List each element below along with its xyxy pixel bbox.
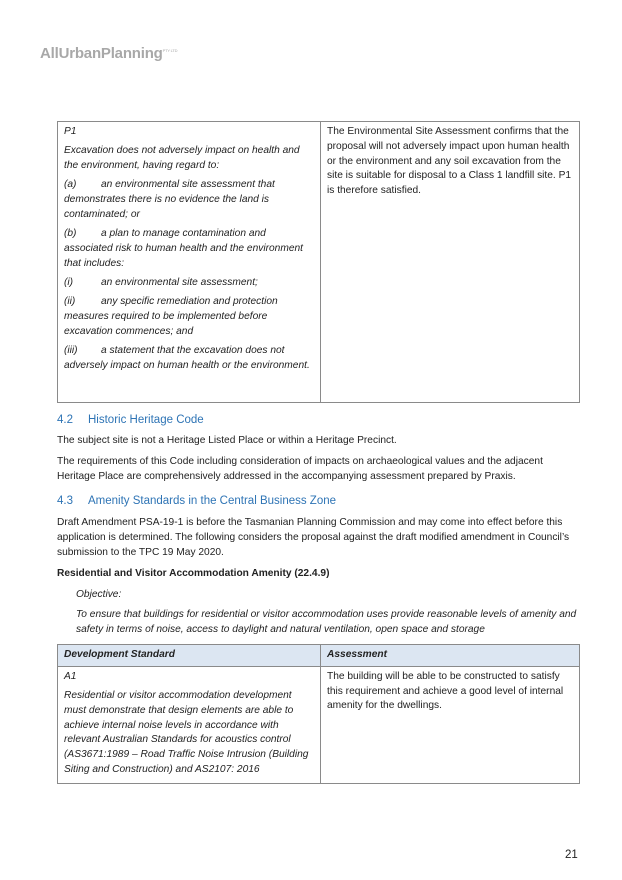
list-item bbox=[64, 276, 315, 291]
section-heading-4-3 bbox=[57, 495, 336, 507]
list-item-text: any specific remediation and protection measures required to be implemented before excavation commences; and bbox=[64, 296, 278, 338]
list-item-text: an environmental site assessment; bbox=[101, 277, 258, 289]
column-header: Assessment bbox=[321, 645, 580, 667]
section-title: Amenity Standards in the Central Business Zone bbox=[88, 495, 337, 507]
section-heading-4-2 bbox=[57, 414, 204, 426]
list-item-label: (a) bbox=[64, 179, 77, 191]
list-item-text: an environmental site assessment that demonstrates there is no evidence the land is contaminated; or bbox=[64, 179, 275, 220]
acceptable-solution-cell bbox=[58, 666, 321, 783]
list-item-text: a plan to manage contamination and associated risk to human health and the environment that includes: bbox=[64, 228, 303, 269]
table-row bbox=[58, 122, 580, 403]
section-number: 4.2 bbox=[57, 414, 73, 426]
section-title: Historic Heritage Code bbox=[88, 414, 204, 426]
objective-text: To ensure that buildings for residential or visitor accommodation uses provide reasonable levels of amenity and safety in terms of noise, access to daylight and natural ventilation, open space and storage bbox=[76, 609, 577, 635]
company-logo bbox=[40, 45, 177, 62]
development-standard-table bbox=[57, 644, 580, 784]
list-item-label: (b) bbox=[64, 228, 77, 240]
objective-label: Objective: bbox=[76, 589, 122, 600]
logo-mark: PTY LTD bbox=[162, 48, 178, 53]
paragraph: The requirements of this Code including consideration of impacts on archaeological values and the adjacent Heritage Place are comprehensively addressed in the accompanying assessment prepared by Praxis. bbox=[57, 456, 543, 482]
assessment-cell: The Environmental Site Assessment confirms that the proposal will not adversely impact upon human health or the environment and any soil excavation from the site is suitable for disposal to a Class 1 landfill site. P1 is therefore satisfied. bbox=[321, 122, 580, 403]
list-item-label: (ii) bbox=[64, 296, 76, 308]
subheading: Residential and Visitor Accommodation Amenity (22.4.9) bbox=[57, 568, 330, 579]
list-item bbox=[64, 295, 315, 339]
criteria-label: P1 bbox=[64, 126, 77, 137]
solution-label: A1 bbox=[64, 670, 77, 682]
column-header: Development Standard bbox=[58, 645, 321, 667]
table-row bbox=[58, 666, 580, 783]
solution-text: Residential or visitor accommodation development must demonstrate that design elements are able to achieve internal noise levels in accordance with relevant Australian Standards for acoustics control (AS3671:1989 – Road Traffic Noise Intrusion (Building Siting and Construction) and AS2107: 2016 bbox=[64, 690, 309, 776]
list-item bbox=[64, 178, 315, 222]
list-item-label: (i) bbox=[64, 277, 74, 289]
list-item bbox=[64, 344, 315, 374]
performance-criteria-cell bbox=[58, 122, 321, 403]
list-item-label: (iii) bbox=[64, 345, 78, 357]
criteria-intro: Excavation does not adversely impact on health and the environment, having regard to: bbox=[64, 145, 300, 172]
paragraph: The subject site is not a Heritage Listed Place or within a Heritage Precinct. bbox=[57, 435, 397, 446]
excavation-standard-table bbox=[57, 121, 580, 403]
list-item-text: a statement that the excavation does not adversely impact on human health or the environment. bbox=[64, 345, 310, 372]
paragraph: Draft Amendment PSA-19-1 is before the Tasmanian Planning Commission and may come into effect before this application is determined. The following considers the proposal against the draft modified amendment in Council’s submission to the TPC 19 May 2020. bbox=[57, 517, 570, 558]
list-item bbox=[64, 227, 315, 271]
assessment-cell: The building will be able to be constructed to satisfy this requirement and achieve a good level of internal amenity for the dwellings. bbox=[321, 666, 580, 783]
logo-text: AllUrbanPlanning bbox=[40, 45, 163, 62]
table-header-row bbox=[58, 645, 580, 667]
page-number: 21 bbox=[565, 849, 578, 861]
section-number: 4.3 bbox=[57, 495, 73, 507]
